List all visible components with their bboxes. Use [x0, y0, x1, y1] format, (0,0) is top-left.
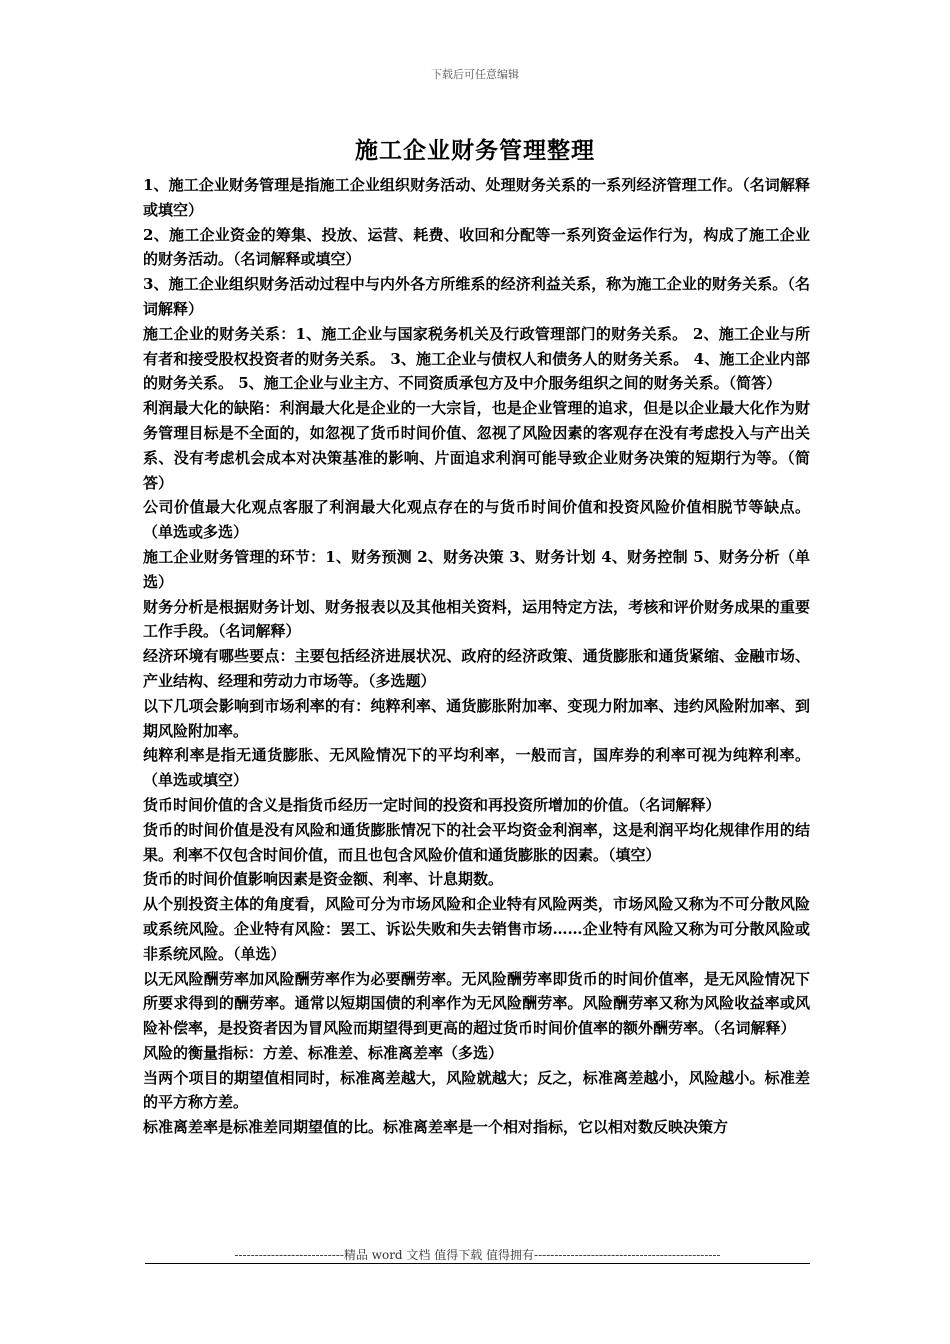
- document-body: [143, 173, 810, 1140]
- paragraph: 以无风险酬劳率加风险酬劳率作为必要酬劳率。无风险酬劳率即货币的时间价值率，是无风险情况下所要求得到的酬劳率。通常以短期国债的利率作为无风险酬劳率。风险酬劳率又称为风险收益率或风险补偿率，是投资者因为冒风险而期望得到更高的超过货币时间价值率的额外酬劳率。（名词解释）: [143, 969, 810, 1038]
- paragraph: 货币时间价值的含义是指货币经历一定时间的投资和再投资所增加的价值。（名词解释）: [143, 795, 721, 814]
- paragraph: 公司价值最大化观点客服了利润最大化观点存在的与货币时间价值和投资风险价值相脱节等缺点。（单选或多选）: [143, 498, 810, 542]
- paragraph: 施工企业的财务关系：1、施工企业与国家税务机关及行政管理部门的财务关系。 2、施工企业与所有者和接受股权投资者的财务关系。 3、施工企业与债权人和债务人的财务关系。 4、施工企业内部的财务关系。 5、施工企业与业主方、不同资质承包方及中介服务组织之间的财务关系。（简答）: [143, 324, 810, 393]
- paragraph: 货币的时间价值是没有风险和通货膨胀情况下的社会平均资金利润率，这是利润平均化规律作用的结果。利率不仅包含时间价值，而且也包含风险价值和通货膨胀的因素。（填空）: [143, 820, 810, 864]
- paragraph: 纯粹利率是指无通货膨胀、无风险情况下的平均利率，一般而言，国库券的利率可视为纯粹利率。（单选或填空）: [143, 746, 810, 790]
- paragraph: 1、施工企业财务管理是指施工企业组织财务活动、处理财务关系的一系列经济管理工作。（名词解释或填空）: [143, 176, 810, 219]
- paragraph: 利润最大化的缺陷：利润最大化是企业的一大宗旨，也是企业管理的追求，但是以企业最大化作为财务管理目标是不全面的，如忽视了货币时间价值、忽视了风险因素的客观存在没有考虑投入与产出关系、没有考虑机会成本对决策基准的影响、片面追求利润可能导致企业财务决策的短期行为等。（简答）: [143, 399, 810, 492]
- paragraph: 风险的衡量指标：方差、标准差、标准离差率（多选）: [143, 1043, 504, 1062]
- paragraph: 以下几项会影响到市场利率的有：纯粹利率、通货膨胀附加率、变现力附加率、违约风险附加率、到期风险附加率。: [143, 696, 810, 740]
- paragraph: 货币的时间价值影响因素是资金额、利率、计息期数。: [143, 870, 504, 889]
- paragraph: 财务分析是根据财务计划、财务报表以及其他相关资料，运用特定方法，考核和评价财务成果的重要工作手段。（名词解释）: [143, 597, 810, 641]
- paragraph: 从个别投资主体的角度看，风险可分为市场风险和企业特有风险两类，市场风险又称为不可分散风险或系统风险。企业特有风险：罢工、诉讼失败和失去销售市场……企业特有风险又称为可分散风险或非系统风险。（单选）: [143, 895, 810, 963]
- paragraph: 3、施工企业组织财务活动过程中与内外各方所维系的经济利益关系，称为施工企业的财务关系。（名词解释）: [143, 275, 810, 318]
- footer-rule: [145, 1263, 810, 1264]
- document-title: 施工企业财务管理整理: [355, 137, 595, 164]
- paragraph: 当两个项目的期望值相同时，标准离差越大，风险就越大；反之，标准离差越小，风险越小。标准差的平方称方差。: [143, 1068, 810, 1112]
- paragraph: 施工企业财务管理的环节：1、财务预测 2、财务决策 3、财务计划 4、财务控制 5、财务分析（单选）: [143, 547, 810, 591]
- footer-text: ---------------------------精品 word 文档 值得下载 值得拥有----------------------------------------------: [234, 1248, 721, 1262]
- paragraph: 经济环境有哪些要点：主要包括经济进展状况、政府的经济政策、通货膨胀和通货紧缩、金融市场、产业结构、经理和劳动力市场等。（多选题）: [143, 647, 810, 690]
- paragraph: 标准离差率是标准差同期望值的比。标准离差率是一个相对指标，它以相对数反映决策方: [143, 1118, 729, 1137]
- header-note: 下载后可任意编辑: [431, 68, 519, 81]
- paragraph: 2、施工企业资金的筹集、投放、运营、耗费、收回和分配等一系列资金运作行为，构成了施工企业的财务活动。（名词解释或填空）: [143, 225, 810, 269]
